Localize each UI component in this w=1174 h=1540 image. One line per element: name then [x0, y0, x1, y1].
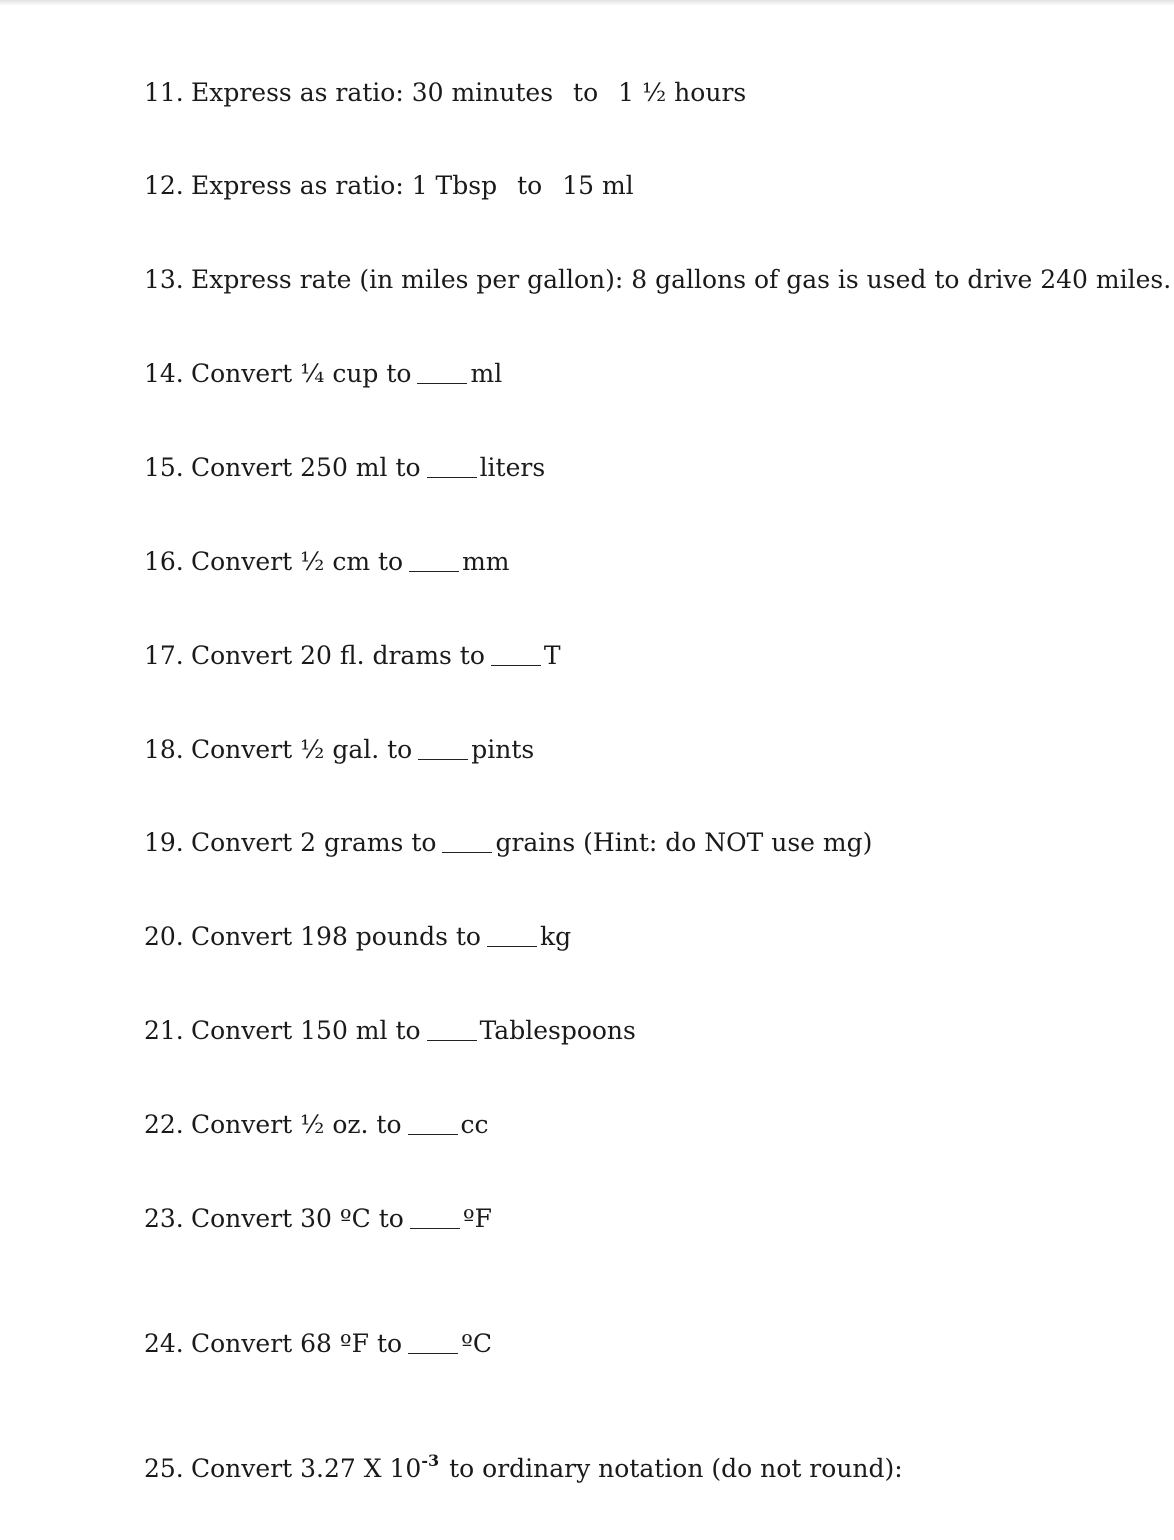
answer-unit: ºC [461, 1329, 492, 1358]
question-17 [144, 641, 561, 671]
question-tail: to ordinary notation (do not round): [449, 1454, 903, 1483]
question-text: Convert 3.27 X 10 [191, 1454, 422, 1483]
question-number: 16. [144, 547, 184, 576]
question-text: Convert ½ gal. to [191, 735, 413, 764]
question-number: 24. [144, 1329, 184, 1358]
question-number: 23. [144, 1204, 184, 1233]
answer-blank[interactable] [408, 1353, 458, 1354]
question-number: 20. [144, 922, 184, 951]
question-text: Express as ratio: 1 Tbsp [191, 171, 498, 200]
question-12 [144, 171, 634, 201]
answer-blank[interactable] [417, 383, 467, 384]
question-text: Convert 2 grams to [191, 828, 437, 857]
question-tail: 15 ml [562, 171, 634, 200]
question-13 [144, 265, 1171, 295]
answer-unit: mm [462, 547, 510, 576]
exponent: -3 [421, 1451, 440, 1470]
question-14 [144, 359, 502, 389]
question-connector: to [517, 171, 543, 200]
answer-unit: Tablespoons [479, 1016, 636, 1045]
answer-unit: ºF [462, 1204, 492, 1233]
answer-blank[interactable] [487, 946, 537, 947]
question-text: Express rate (in miles per gallon): 8 gallons of gas is used to drive 240 miles. [191, 265, 1172, 294]
question-text: Express as ratio: 30 minutes [191, 78, 554, 107]
answer-unit: T [543, 641, 561, 670]
answer-blank[interactable] [409, 571, 459, 572]
answer-unit: grains (Hint: do NOT use mg) [495, 828, 873, 857]
answer-unit: liters [479, 453, 546, 482]
question-text: Convert 150 ml to [191, 1016, 421, 1045]
question-number: 17. [144, 641, 184, 670]
question-number: 15. [144, 453, 184, 482]
question-text: Convert ½ oz. to [191, 1110, 402, 1139]
question-connector: to [573, 78, 599, 107]
answer-unit: pints [471, 735, 535, 764]
question-text: Convert 68 ºF to [191, 1329, 403, 1358]
question-number: 13. [144, 265, 184, 294]
question-number: 12. [144, 171, 184, 200]
answer-blank[interactable] [418, 759, 468, 760]
question-20 [144, 922, 571, 952]
question-21 [144, 1016, 636, 1046]
question-number: 19. [144, 828, 184, 857]
question-number: 18. [144, 735, 184, 764]
answer-blank[interactable] [427, 477, 477, 478]
answer-blank[interactable] [410, 1228, 460, 1229]
question-number: 11. [144, 78, 184, 107]
question-text: Convert 198 pounds to [191, 922, 481, 951]
answer-unit: kg [539, 922, 572, 951]
question-number: 14. [144, 359, 184, 388]
question-text: Convert ½ cm to [191, 547, 404, 576]
question-19 [144, 828, 872, 858]
answer-blank[interactable] [442, 852, 492, 853]
answer-blank[interactable] [427, 1040, 477, 1041]
answer-unit: ml [470, 359, 503, 388]
question-15 [144, 453, 545, 483]
question-text: Convert 30 ºC to [191, 1204, 404, 1233]
question-18 [144, 735, 534, 765]
question-number: 22. [144, 1110, 184, 1139]
answer-blank[interactable] [408, 1134, 458, 1135]
question-25 [144, 1451, 903, 1484]
answer-unit: cc [460, 1110, 489, 1139]
question-text: Convert 250 ml to [191, 453, 421, 482]
question-tail: 1 ½ hours [618, 78, 747, 107]
question-24 [144, 1329, 492, 1359]
question-16 [144, 547, 510, 577]
question-11 [144, 78, 746, 108]
question-number: 21. [144, 1016, 184, 1045]
question-number: 25. [144, 1454, 184, 1483]
question-text: Convert ¼ cup to [191, 359, 412, 388]
question-22 [144, 1110, 489, 1140]
question-23 [144, 1204, 492, 1234]
answer-blank[interactable] [491, 665, 541, 666]
question-text: Convert 20 fl. drams to [191, 641, 485, 670]
